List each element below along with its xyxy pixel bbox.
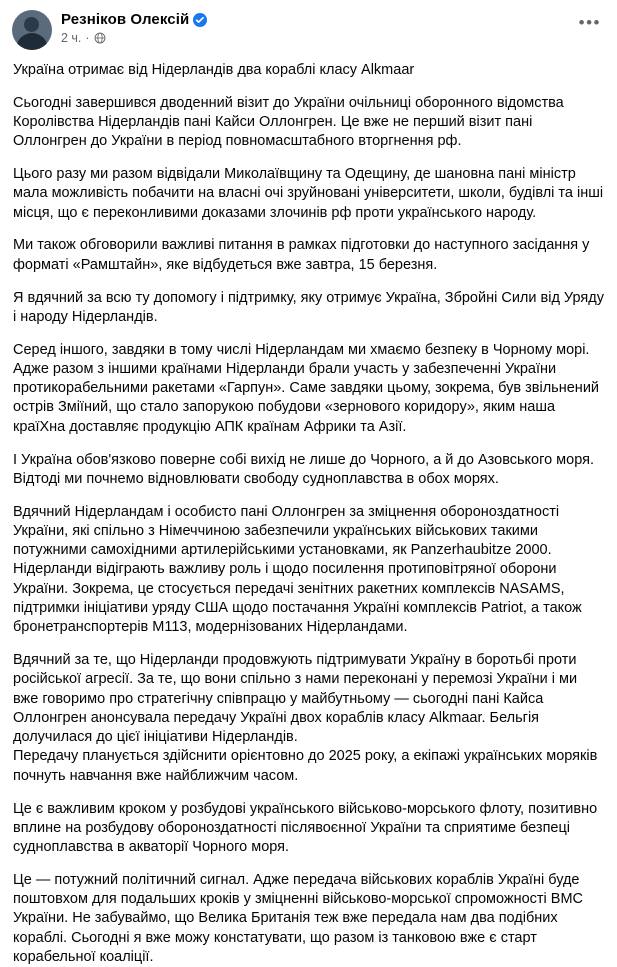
post-paragraph: Вдячний Нідерландам і особисто пані Оллонгрен за зміцнення обороноздатності України, які спільно з Німеччиною забезпечили українських військових такими потужними самохідними артилерійськими установками, як Panzerhaubitze 2000. Нідерланди відіграють важливу роль і щодо посилення протиповітряної оборони України. Зокрема, це стосується передачі зенітних ракетних комплексів NASAMS, підтримки ініціативи уряду США щодо постачання Україні комплексів Patriot, а також бронетранспортерів М113, модернізованих Нідерландами.: [13, 503, 582, 636]
post-paragraph: Я вдячний за всю ту допомогу і підтримку, яку отримує Україна, Збройні Сили від Уряду і народу Нідерландів.: [13, 289, 604, 325]
verified-badge-icon: [193, 13, 207, 27]
meta-separator: ·: [85, 31, 90, 46]
avatar[interactable]: [12, 10, 52, 50]
post-timestamp[interactable]: 2 ч.: [61, 31, 82, 46]
globe-icon[interactable]: [94, 32, 106, 44]
post-paragraph: Цього разу ми разом відвідали Миколаївщину та Одещину, де шановна пані міністр мала можливість побачити на власні очі зруйновані університети, школи, будівлі та інші місця, що є переконливими доказами злочинів рф проти українського народу.: [13, 166, 604, 221]
post-paragraph: Україна отримає від Нідерландів два кораблі класу Alkmaar: [13, 62, 415, 78]
post-paragraph: Це — потужний політичний сигнал. Адже передача військових кораблів Україні буде поштовхом для подальших кроків у зміцненні військово-морської спроможності ВМС України. Не забуваймо, що Велика Британія теж вже передала нам два подібних кораблі. Сьогодні я вже можу констатувати, що разом із танковою вже є старт корабельної коаліції.: [13, 871, 584, 965]
post-paragraph: Сьогодні завершився дводенний візит до України очільниці оборонного відомства Королівства Нідерландів пані Кайси Оллонгрен. Це вже не перший візит пані Оллонгрен до України в період повномасштабного вторгнення рф.: [13, 94, 564, 150]
post-options-menu-icon[interactable]: •••: [578, 13, 601, 32]
post-paragraph: Серед іншого, завдяки в тому числі Нідерландам ми хмаємо безпеку в Чорному морі. Адже разом з іншими країнами Нідерланди брали участь у забезпеченні України протикорабельними ракетами «Гарпун». Саме завдяки цьому, зокрема, був звільнений острів Зміїний, що стало запорукою побудови «зернового коридору», яким наша країХна доставляє продукцію АПК країнам Африки та Азії.: [13, 341, 600, 435]
post-paragraph: Це є важливим кроком у розбудові українського військово-морського флоту, позитивно вплине на розбудову обороноздатності післявоєнної України та сприятиме безпеці судноплавства в акваторії Чорного моря.: [13, 800, 598, 856]
post-paragraph: Ми також обговорили важливі питання в рамках підготовки до наступного засідання у форматі «Рамштайн», яке відбудеться вже завтра, 15 березня.: [13, 237, 590, 273]
post-paragraph: І Україна обов'язково поверне собі вихід не лише до Чорного, а й до Азовського моря. Відтоді ми почнемо відновлювати свободу судноплавства в обох морях.: [13, 451, 594, 487]
author-name[interactable]: Резніков Олексій: [61, 11, 190, 28]
post-meta-row: [61, 31, 207, 45]
avatar-body-shape: [16, 33, 48, 50]
author-name-row: [61, 11, 207, 28]
post-author-block: [61, 10, 207, 46]
post-paragraph: Передачу планується здійснити орієнтовно до 2025 року, а екіпажі українських моряків почнуть навчання вже найближчим часом.: [13, 748, 598, 784]
post-paragraph: Вдячний за те, що Нідерланди продовжують підтримувати Україну в боротьбі проти російської агресії. За те, що вони спільно з нами переконані у перемозі України і ми вже говоримо про стратегічну співпрацю у майбутньому — сьогодні пані Кайса Оллонгрен анонсувала передачу Україні двох кораблів класу Alkmaar. Бельгія долучилася до цієї ініціативи Нідерландів.: [13, 652, 578, 746]
avatar-head-shape: [24, 17, 39, 32]
post-header: [0, 0, 617, 50]
post-body-text: [0, 50, 617, 967]
